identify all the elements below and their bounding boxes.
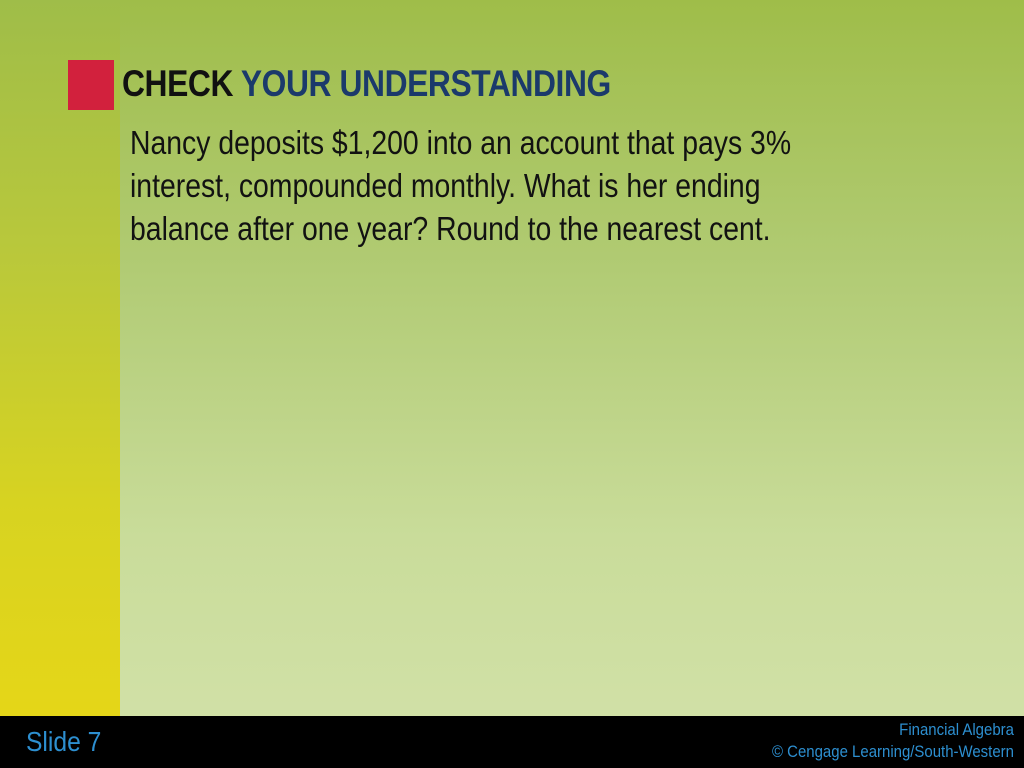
question-line: balance after one year? Round to the nearest cent. [130,210,771,247]
title-check: CHECK [122,63,233,104]
question-line: interest, compounded monthly. What is her ending [130,167,761,204]
footer-bar [0,716,1024,768]
copyright-notice: © Cengage Learning/South-Western [772,742,1014,761]
course-name: Financial Algebra [899,720,1014,739]
slide-title [122,62,611,106]
title-your-understanding: YOUR UNDERSTANDING [240,63,611,104]
title-bullet-square [68,60,114,110]
slide-number: Slide 7 [26,726,102,757]
footer-credits [772,719,1014,763]
question-text [130,121,887,250]
question-line: Nancy deposits $1,200 into an account that pays 3% [130,124,792,161]
